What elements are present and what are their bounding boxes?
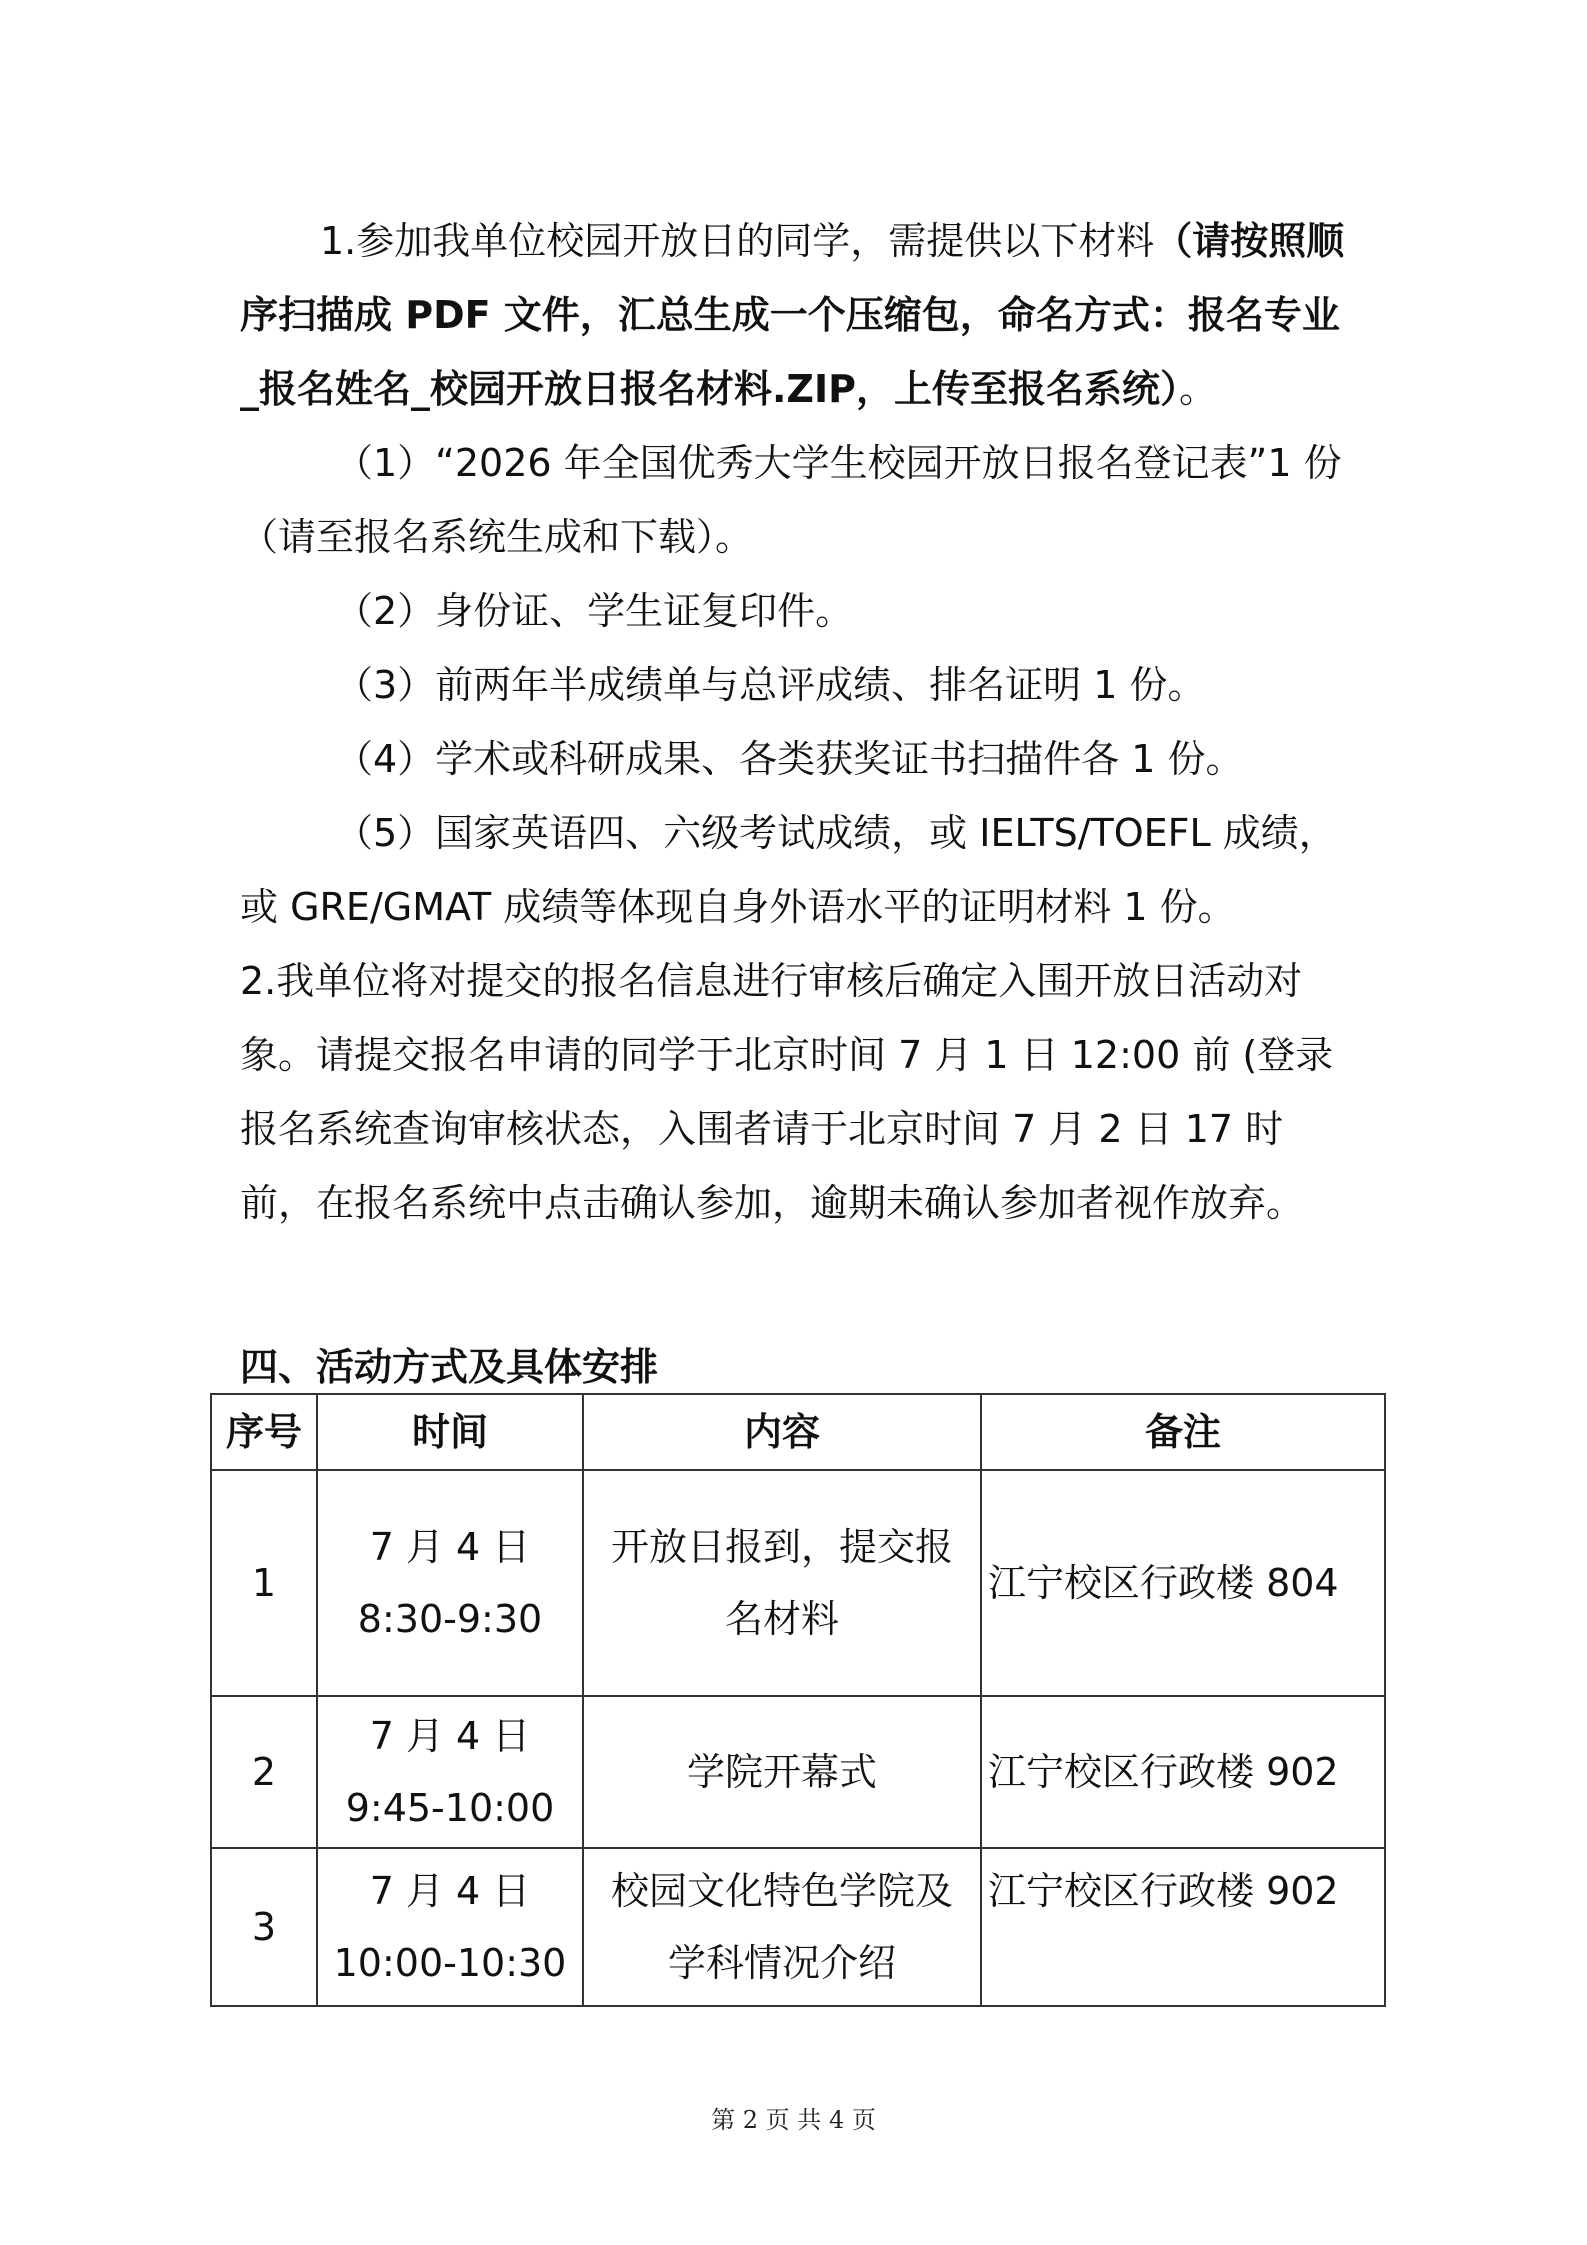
cell-time	[317, 1470, 583, 1696]
material-2: （2）身份证、学生证复印件。	[335, 589, 854, 633]
item-1-bold-instruction: （请按照顺序扫描成 PDF 文件，汇总生成一个压缩包，命名方式：报名专业_报名姓名_校园开放日报名材料.ZIP，上传至报名系统）	[240, 219, 1345, 411]
schedule-table	[210, 1393, 1386, 2007]
item-1-text: 1.参加我单位校园开放日的同学，需提供以下材料	[320, 219, 1155, 263]
header-content: 内容	[583, 1394, 981, 1470]
table-row	[211, 1696, 1385, 1848]
page-number-footer: 第 2 页 共 4 页	[711, 2106, 876, 2134]
table-header-row	[211, 1394, 1385, 1470]
cell-content: 学院开幕式	[583, 1696, 981, 1848]
material-3: （3）前两年半成绩单与总评成绩、排名证明 1 份。	[335, 663, 1206, 707]
section-heading: 四、活动方式及具体安排	[240, 1345, 659, 1389]
cell-time-range: 9:45-10:00	[345, 1786, 555, 1830]
item-1-end: 。	[1178, 367, 1217, 411]
cell-time-range: 8:30-9:30	[357, 1597, 543, 1641]
table-row	[211, 1470, 1385, 1696]
cell-date: 7 月 4 日	[369, 1714, 531, 1758]
paragraph-item-2: 2.我单位将对提交的报名信息进行审核后确定入围开放日活动对象。请提交报名申请的同学于北京时间 7 月 1 日 12:00 前 (登录报名系统查询审核状态，入围者请于北京时间 7 月 2 日 17 时前，在报名系统中点击确认参加，逾期未确认参加者视作放弃。	[240, 959, 1334, 1225]
cell-note: 江宁校区行政楼 804	[981, 1470, 1385, 1696]
header-note: 备注	[981, 1394, 1385, 1470]
cell-content: 校园文化特色学院及学科情况介绍	[583, 1848, 981, 2006]
cell-time	[317, 1848, 583, 2006]
header-no: 序号	[211, 1394, 317, 1470]
material-4: （4）学术或科研成果、各类获奖证书扫描件各 1 份。	[335, 737, 1244, 781]
body-text	[240, 204, 1350, 1240]
cell-no: 2	[211, 1696, 317, 1848]
cell-note: 江宁校区行政楼 902	[981, 1696, 1385, 1848]
material-1: （1）“2026 年全国优秀大学生校园开放日报名登记表”1 份（请至报名系统生成和下载）。	[240, 441, 1342, 559]
cell-note: 江宁校区行政楼 902	[981, 1848, 1385, 2006]
cell-time-range: 10:00-10:30	[333, 1941, 567, 1985]
cell-content: 开放日报到，提交报名材料	[583, 1470, 981, 1696]
paragraph-item-1	[240, 204, 1350, 426]
cell-time	[317, 1696, 583, 1848]
table-row	[211, 1848, 1385, 2006]
cell-no: 1	[211, 1470, 317, 1696]
cell-date: 7 月 4 日	[369, 1869, 531, 1913]
material-5: （5）国家英语四、六级考试成绩，或 IELTS/TOEFL 成绩，或 GRE/GMAT 成绩等体现自身外语水平的证明材料 1 份。	[240, 811, 1337, 929]
cell-no: 3	[211, 1848, 317, 2006]
header-time: 时间	[317, 1394, 583, 1470]
cell-date: 7 月 4 日	[369, 1525, 531, 1569]
